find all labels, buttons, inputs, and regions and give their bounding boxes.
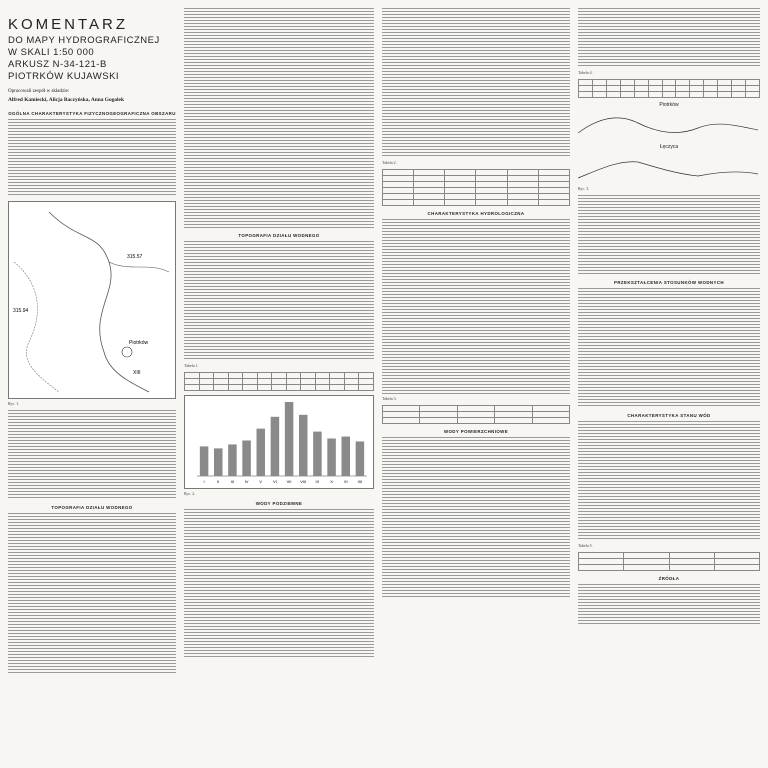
section-quality: CHARAKTERYSTYKA STANU WÓD bbox=[627, 413, 711, 418]
town-marker bbox=[122, 347, 132, 357]
table-1-caption: Tabela 1. bbox=[184, 363, 199, 368]
map-label-2: 315.94 bbox=[13, 308, 29, 314]
calendar-svg-1 bbox=[578, 108, 758, 142]
calendar-chart-1 bbox=[578, 108, 760, 142]
document-title: KOMENTARZ bbox=[8, 16, 129, 33]
section-surface: WODY POWIERZCHNIOWE bbox=[443, 429, 509, 434]
figure-2-caption: Ryc. 2. bbox=[184, 491, 196, 496]
column-4 bbox=[578, 8, 760, 760]
x-tick-label: X bbox=[330, 479, 333, 484]
bar-chart-svg bbox=[185, 396, 373, 486]
x-tick-label: IV bbox=[244, 479, 249, 484]
x-tick-label: III bbox=[230, 479, 235, 484]
text-block bbox=[382, 437, 570, 597]
authors: Alfred Kamiecki, Alicja Baczyńska, Anna Gogolek bbox=[8, 97, 124, 103]
text-block bbox=[8, 513, 176, 673]
bar bbox=[313, 432, 322, 476]
text-block bbox=[8, 410, 176, 500]
text-block bbox=[8, 119, 176, 197]
text-block bbox=[382, 219, 570, 394]
x-tick-label: I bbox=[203, 479, 205, 484]
section-sources: ŹRÓDŁA bbox=[658, 576, 680, 581]
tributary-line bbox=[109, 262, 169, 272]
bar bbox=[342, 437, 351, 476]
table-5 bbox=[578, 552, 760, 571]
figure-3-caption: Ryc. 3. bbox=[578, 186, 590, 191]
x-tick-label: VII bbox=[286, 479, 292, 484]
calendar-svg-2 bbox=[578, 150, 758, 184]
bar bbox=[271, 417, 280, 476]
prepared-by: Opracowali zespół w składzie: bbox=[8, 89, 70, 94]
text-block bbox=[578, 584, 760, 624]
section-topo: TOPOGRAFIA DZIAŁU WODNEGO bbox=[51, 505, 133, 510]
text-block bbox=[382, 8, 570, 158]
text-block bbox=[578, 421, 760, 541]
x-tick-label: VI bbox=[273, 479, 277, 484]
table-1 bbox=[184, 372, 374, 391]
section-transform: PRZEKSZTAŁCENIA STOSUNKÓW WODNYCH bbox=[614, 280, 724, 285]
calendar-curve-2 bbox=[578, 162, 758, 178]
figure-1-caption: Ryc. 1. bbox=[8, 401, 20, 406]
section-hydro: CHARAKTERYSTYKA HYDROLOGICZNA bbox=[427, 211, 525, 216]
column-2 bbox=[184, 8, 374, 760]
table-4-caption: Tabela 4. bbox=[578, 70, 593, 75]
bar bbox=[299, 415, 308, 476]
x-tick-label: V bbox=[259, 479, 263, 484]
table-2-caption: Tabela 2. bbox=[382, 160, 397, 165]
table-2 bbox=[382, 169, 570, 206]
bar bbox=[285, 402, 294, 476]
calendar-chart-2 bbox=[578, 150, 760, 184]
x-tick-label: VIII bbox=[300, 479, 307, 484]
text-block bbox=[184, 8, 374, 228]
calendar-label-1: Piotrków bbox=[659, 102, 679, 108]
calendar-label-2: Łęczyca bbox=[659, 144, 679, 150]
subtitle-line-2: W SKALI 1:50 000 bbox=[8, 47, 95, 58]
x-tick-label: IX bbox=[315, 479, 320, 484]
text-block bbox=[578, 8, 760, 68]
bar bbox=[327, 439, 336, 476]
x-tick-label: XII bbox=[357, 479, 363, 484]
text-block bbox=[578, 288, 760, 408]
map-label-1: 315.57 bbox=[127, 254, 143, 260]
map-label-4: XIII bbox=[133, 370, 141, 376]
table-4 bbox=[578, 79, 760, 98]
river-line bbox=[49, 212, 149, 392]
table-3-caption: Tabela 3. bbox=[382, 396, 397, 401]
x-tick-label: II bbox=[217, 479, 220, 484]
bar bbox=[228, 444, 237, 476]
bar bbox=[257, 429, 266, 476]
section-waters: WODY PODZIEMNE bbox=[255, 501, 303, 506]
column-1 bbox=[8, 8, 176, 760]
section-topo-2: TOPOGRAFIA DZIAŁU WODNEGO bbox=[238, 233, 320, 238]
x-tick-label: XI bbox=[343, 479, 348, 484]
bar bbox=[200, 446, 209, 476]
table-5-caption: Tabela 5. bbox=[578, 543, 593, 548]
text-block bbox=[578, 195, 760, 275]
map-label-3: Piotrków bbox=[129, 340, 149, 346]
subtitle-line-1: DO MAPY HYDROGRAFICZNEJ bbox=[8, 35, 160, 46]
bar bbox=[214, 448, 223, 476]
map-figure bbox=[8, 201, 176, 399]
map-svg bbox=[9, 202, 175, 396]
table-3 bbox=[382, 405, 570, 424]
divide-line bbox=[14, 262, 59, 392]
calendar-curve-1 bbox=[578, 118, 758, 133]
bar bbox=[356, 441, 365, 476]
subtitle-line-4: PIOTRKÓW KUJAWSKI bbox=[8, 71, 120, 82]
column-3 bbox=[382, 8, 570, 760]
text-block bbox=[184, 241, 374, 361]
subtitle-line-3: ARKUSZ N-34-121-B bbox=[8, 59, 107, 70]
section-general: OGÓLNA CHARAKTERYSTYKA FIZYCZNOGEOGRAFICZNA OBSZARU bbox=[8, 111, 176, 116]
bar-chart bbox=[184, 395, 374, 489]
text-block bbox=[184, 509, 374, 659]
bar bbox=[242, 440, 251, 476]
